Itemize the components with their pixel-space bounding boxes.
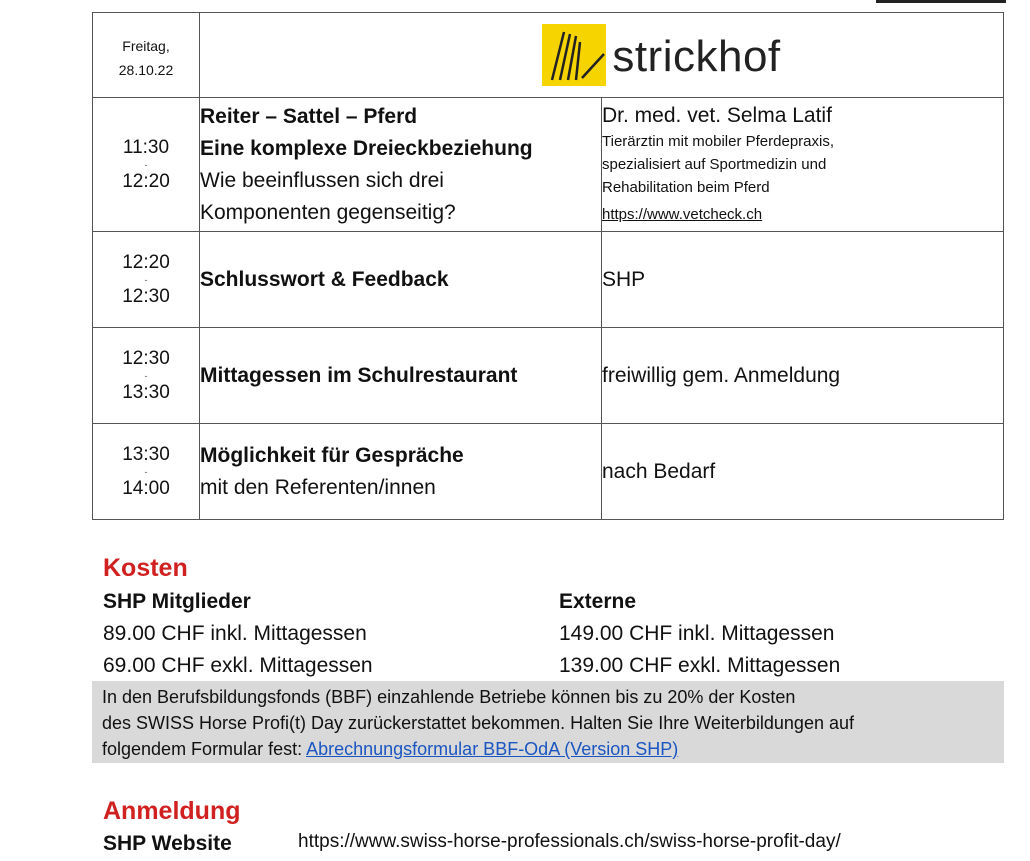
note-text: In den Berufsbildungsfonds (BBF) einzahlende Betriebe können bis zu 20% der Kosten (102, 687, 796, 707)
end-time: 12:30 (122, 285, 170, 307)
speaker-cell (602, 328, 1004, 424)
end-time: 13:30 (122, 381, 170, 403)
anmeldung-heading: Anmeldung (103, 797, 241, 825)
topic-text: Wie beeinflussen sich drei (200, 168, 444, 192)
bbf-refund-note (92, 681, 1004, 763)
logo-text: strickhof (612, 32, 781, 81)
speaker-cell (602, 98, 1004, 232)
topic-title: Reiter – Sattel – Pferd (200, 104, 418, 128)
topic-title: Schlusswort & Feedback (200, 267, 449, 291)
speaker-name: Dr. med. vet. Selma Latif (602, 104, 832, 127)
external-label: Externe (559, 590, 637, 613)
external-price-excl: 139.00 CHF exkl. Mittagessen (559, 654, 841, 677)
speaker-cell (602, 232, 1004, 328)
time-cell (93, 328, 200, 424)
kosten-heading: Kosten (103, 554, 188, 582)
registration-url[interactable]: https://www.swiss-horse-professionals.ch/swiss-horse-profit-day/ (298, 831, 841, 852)
topic-cell (200, 424, 602, 520)
topic-cell (200, 232, 602, 328)
topic-cell (200, 98, 602, 232)
time-cell (93, 232, 200, 328)
note-text: folgendem Formular fest: (102, 739, 307, 759)
speaker-name: SHP (602, 267, 646, 291)
topic-subtitle: Eine komplexe Dreieckbeziehung (200, 136, 533, 160)
schedule-table (92, 12, 1004, 520)
date-cell (93, 13, 200, 98)
members-price-incl: 89.00 CHF inkl. Mittagessen (103, 622, 367, 645)
speaker-description: Tierärztin mit mobiler Pferdepraxis, (602, 133, 835, 150)
members-price-excl: 69.00 CHF exkl. Mittagessen (103, 654, 373, 677)
speaker-name: nach Bedarf (602, 459, 716, 483)
date-weekday: Freitag, (122, 38, 170, 54)
speaker-cell (602, 424, 1004, 520)
speaker-name: freiwillig gem. Anmeldung (602, 363, 841, 387)
table-row (93, 232, 1004, 328)
end-time: 12:20 (122, 170, 170, 192)
table-header-row (93, 13, 1004, 98)
members-label: SHP Mitglieder (103, 590, 251, 613)
speaker-description: spezialisiert auf Sportmedizin und (602, 156, 827, 173)
topic-title: Möglichkeit für Gespräche (200, 443, 464, 467)
table-row (93, 98, 1004, 232)
date-value: 28.10.22 (118, 62, 174, 78)
bbf-form-link[interactable]: Abrechnungsformular BBF-OdA (Version SHP) (306, 739, 679, 759)
time-cell (93, 424, 200, 520)
topic-text: mit den Referenten/innen (200, 475, 436, 499)
note-text: des SWISS Horse Profi(t) Day zurückerstattet bekommen. Halten Sie Ihre Weiterbildungen auf (102, 713, 854, 733)
start-time: 11:30 (122, 136, 170, 158)
time-separator: - (144, 274, 148, 285)
topic-text: Komponenten gegenseitig? (200, 200, 456, 224)
website-label: SHP Website (103, 832, 232, 855)
logo-cell (200, 13, 1004, 98)
speaker-description: Rehabilitation beim Pferd (602, 179, 770, 196)
table-row (93, 328, 1004, 424)
start-time: 13:30 (122, 443, 170, 465)
speaker-website-link[interactable]: https://www.vetcheck.ch (602, 206, 763, 223)
time-separator: - (144, 159, 148, 170)
external-price-incl: 149.00 CHF inkl. Mittagessen (559, 622, 835, 645)
top-rule (876, 0, 1006, 3)
topic-cell (200, 328, 602, 424)
end-time: 14:00 (122, 477, 170, 499)
start-time: 12:20 (122, 251, 170, 273)
topic-title: Mittagessen im Schulrestaurant (200, 363, 518, 387)
time-separator: - (144, 370, 148, 381)
start-time: 12:30 (122, 347, 170, 369)
strickhof-logo (320, 13, 1003, 97)
table-row (93, 424, 1004, 520)
time-cell (93, 98, 200, 232)
time-separator: - (144, 466, 148, 477)
strickhof-logo-icon (542, 24, 606, 86)
